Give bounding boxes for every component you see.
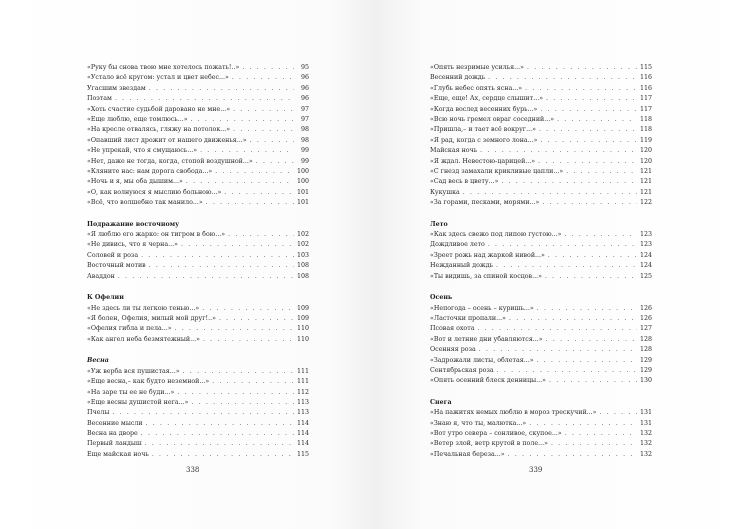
toc-entry-page: 132 — [639, 450, 652, 458]
dot-leader — [203, 335, 294, 345]
toc-entry — [430, 304, 652, 314]
toc-entry-page: 120 — [639, 157, 652, 165]
toc-entry-page: 121 — [639, 188, 652, 196]
toc-entry-title: «Ветер злой, ветр крутой в поле...» — [430, 440, 548, 448]
toc-entry — [87, 146, 309, 156]
toc-entry-page: 128 — [639, 346, 652, 354]
toc-entry-page: 101 — [296, 199, 309, 207]
toc-entry-title: «Я люблю его жарко: он тигром в бою...» — [87, 231, 226, 239]
toc-entry-page: 118 — [639, 126, 652, 134]
toc-entry — [430, 177, 652, 187]
toc-entry — [430, 356, 652, 366]
toc-entry — [430, 84, 652, 94]
toc-entry — [430, 146, 652, 156]
toc-entry-title: «Офелия гибла и пела...» — [87, 325, 172, 333]
dot-leader — [496, 261, 637, 271]
toc-entry-page: 100 — [296, 178, 309, 186]
dot-leader — [480, 146, 637, 156]
toc-entry-page: 111 — [296, 367, 309, 375]
dot-leader — [219, 314, 294, 324]
dot-leader — [488, 240, 637, 250]
toc-entry — [87, 388, 309, 398]
toc-entry-title: «На кресле отвалясь, гляжу на потолок...» — [87, 126, 231, 134]
toc-entry — [430, 261, 652, 271]
toc-entry — [87, 63, 309, 73]
dot-leader — [215, 167, 294, 177]
toc-entry-title: Аваддон — [87, 272, 115, 280]
toc-entry — [87, 198, 309, 208]
toc-entry-title: «Глубь небес опять ясна...» — [430, 84, 523, 92]
toc-entry — [87, 450, 309, 460]
toc-entry-page: 102 — [296, 231, 309, 239]
dot-leader — [542, 198, 637, 208]
toc-entry-page: 131 — [639, 409, 652, 417]
toc-entry-title: «Всю ночь гремел овраг соседний...» — [430, 115, 555, 123]
toc-entry-title: «Пришла,– и тает всё вокруг...» — [430, 126, 536, 134]
toc-entry-page: 109 — [296, 314, 309, 322]
toc-entry — [430, 167, 652, 177]
toc-entry — [430, 439, 652, 449]
dot-leader — [546, 335, 637, 345]
dot-leader — [548, 251, 637, 261]
toc-entry-title: Весна на дворе — [87, 430, 138, 438]
dot-leader — [177, 388, 294, 398]
toc-entry — [430, 240, 652, 250]
toc-entry — [87, 230, 309, 240]
toc-entry-title: Восточный мотив — [87, 262, 146, 270]
toc-entry-page: 103 — [296, 251, 309, 259]
toc-entry-page: 98 — [300, 126, 309, 134]
toc-entry-title: «Еще люблю, еще томлюсь...» — [87, 115, 188, 123]
section-heading: Осень — [430, 294, 453, 302]
dot-leader — [141, 251, 294, 261]
toc-entry-title: «Ночь и я, мы оба дышим...» — [87, 178, 183, 186]
dot-leader — [509, 314, 637, 324]
toc-entry — [87, 398, 309, 408]
toc-entry-page: 114 — [296, 419, 309, 427]
dot-leader — [537, 356, 637, 366]
toc-entry — [87, 105, 309, 115]
dot-leader — [228, 230, 294, 240]
toc-entry — [87, 136, 309, 146]
toc-entry — [87, 324, 309, 334]
toc-entry-title: «На пажитях немых люблю в мороз трескучий...» — [430, 409, 597, 417]
toc-entry-page: 130 — [639, 377, 652, 385]
dot-leader — [149, 261, 294, 271]
toc-entry — [430, 105, 652, 115]
toc-entry-page: 110 — [296, 335, 309, 343]
toc-entry-title: Дождливое лето — [430, 241, 485, 249]
dot-leader — [183, 367, 294, 377]
toc-entry-title: Весенние мысли — [87, 419, 143, 427]
toc-entry-title: «Еще весны душистой нега...» — [87, 398, 189, 406]
toc-entry-title: «Как здесь свежо под липою густою...» — [430, 231, 562, 239]
dot-leader — [539, 125, 637, 135]
toc-entry-title: «Еще, еще! Ах, сердце слышит...» — [430, 95, 544, 103]
toc-entry-page: 109 — [296, 304, 309, 312]
dot-leader — [112, 408, 294, 418]
toc-entry-title: «Не дивись, что я черна...» — [87, 241, 178, 249]
toc-entry-title: Поэтам — [87, 95, 112, 103]
dot-leader — [600, 408, 637, 418]
toc-entry — [87, 304, 309, 314]
toc-entry — [87, 419, 309, 429]
dot-leader — [175, 324, 294, 334]
left-toc-column — [87, 63, 309, 460]
toc-entry — [87, 115, 309, 125]
toc-entry — [87, 177, 309, 187]
dot-leader — [541, 136, 637, 146]
dot-leader — [545, 272, 637, 282]
toc-entry — [430, 198, 652, 208]
dot-leader — [232, 73, 294, 83]
toc-entry-page: 122 — [639, 199, 652, 207]
toc-entry — [430, 230, 652, 240]
toc-entry — [87, 261, 309, 271]
dot-leader — [564, 230, 636, 240]
toc-entry-title: «Уж верба вся пушистая...» — [87, 367, 180, 375]
dot-leader — [191, 115, 294, 125]
dot-leader — [488, 73, 637, 83]
toc-entry-title: «Вот и летние дни убавляются...» — [430, 335, 543, 343]
toc-entry-title: «Я болен, Офелия, милый мой друг!..» — [87, 314, 216, 322]
dot-leader — [200, 146, 294, 156]
dot-leader — [540, 105, 637, 115]
toc-entry-page: 129 — [639, 366, 652, 374]
dot-leader — [566, 167, 637, 177]
toc-entry — [430, 450, 652, 460]
toc-entry-page: 121 — [639, 167, 652, 175]
toc-entry — [87, 439, 309, 449]
dot-leader — [206, 198, 294, 208]
dot-leader — [233, 125, 294, 135]
toc-entry-title: «Печальная береза...» — [430, 450, 505, 458]
toc-entry-page: 100 — [296, 167, 309, 175]
dot-leader — [192, 398, 294, 408]
toc-entry-page: 125 — [639, 272, 652, 280]
toc-entry-page: 126 — [639, 314, 652, 322]
toc-entry-page: 114 — [296, 430, 309, 438]
toc-entry-title: «С гнезд замахали крикливые цапли...» — [430, 167, 564, 175]
toc-entry — [87, 188, 309, 198]
toc-entry — [430, 419, 652, 429]
toc-entry-title: Пчелы — [87, 409, 110, 417]
toc-entry-page: 123 — [639, 241, 652, 249]
dot-leader — [145, 439, 294, 449]
dot-leader — [250, 136, 294, 146]
toc-entry-page: 124 — [639, 251, 652, 259]
toc-entry-title: «За горами, песками, морями...» — [430, 199, 540, 207]
dot-leader — [551, 439, 637, 449]
toc-entry-title: «Ты видишь, за спиной косцов...» — [430, 272, 542, 280]
toc-entry-page: 128 — [639, 335, 652, 343]
section-heading: Лето — [430, 220, 448, 228]
toc-entry — [430, 335, 652, 345]
toc-entry-title: «Знаю я, что ты, малютка...» — [430, 419, 527, 427]
toc-entry-page: 110 — [296, 325, 309, 333]
toc-entry — [87, 377, 309, 387]
toc-entry-page: 95 — [300, 64, 309, 71]
toc-entry — [430, 63, 652, 73]
toc-entry — [87, 157, 309, 167]
toc-entry-page: 118 — [639, 115, 652, 123]
toc-entry-title: Кукушка — [430, 188, 460, 196]
section-heading: Подражание восточному — [87, 220, 180, 228]
toc-entry-page: 120 — [639, 147, 652, 155]
toc-entry-title: «Не упрекай, что я смущаюсь...» — [87, 147, 198, 155]
dot-leader — [141, 429, 294, 439]
toc-entry — [87, 314, 309, 324]
toc-entry-page: 129 — [639, 356, 652, 364]
dot-leader — [118, 272, 294, 282]
toc-entry-title: Сентябрьская роза — [430, 366, 494, 374]
dot-leader — [537, 304, 637, 314]
toc-entry — [87, 73, 309, 83]
toc-entry-page: 132 — [639, 440, 652, 448]
toc-entry-title: Нежданный дождь — [430, 262, 494, 270]
toc-entry-title: Майская ночь — [430, 147, 478, 155]
toc-entry-page: 117 — [639, 105, 652, 113]
toc-entry-page: 112 — [296, 388, 309, 396]
right-page-number: 339 — [529, 466, 543, 474]
toc-entry-page: 132 — [639, 430, 652, 438]
toc-entry — [430, 272, 652, 282]
dot-leader — [224, 188, 294, 198]
toc-entry — [87, 367, 309, 377]
dot-leader — [525, 84, 637, 94]
toc-entry-title: «Нет, даже не тогда, когда, стопой воздушной...» — [87, 157, 253, 165]
toc-entry-page: 108 — [296, 272, 309, 280]
toc-entry-title: «Я рад, когда с земного лона...» — [430, 136, 538, 144]
toc-entry-title: «Как ангел неба безмятежный...» — [87, 335, 200, 343]
toc-entry-page: 97 — [300, 115, 309, 123]
dot-leader — [557, 115, 637, 125]
toc-entry-page: 131 — [639, 419, 652, 427]
toc-entry-title: «Опять незримые усилья...» — [430, 64, 525, 71]
toc-entry — [430, 115, 652, 125]
toc-entry-page: 114 — [296, 440, 309, 448]
dot-leader — [508, 450, 637, 460]
toc-entry-title: «Хоть счастие судьбой даровано не мне...» — [87, 105, 231, 113]
dot-leader — [186, 177, 294, 187]
dot-leader — [212, 377, 294, 387]
dot-leader — [527, 63, 637, 73]
toc-entry-page: 108 — [296, 262, 309, 270]
toc-entry-page: 96 — [300, 84, 309, 92]
dot-leader — [546, 94, 637, 104]
toc-entry-title: «На заре ты ее не буди...» — [87, 388, 175, 396]
toc-entry-page: 99 — [300, 157, 309, 165]
section-heading: Весна — [87, 357, 109, 365]
toc-entry-title: «Устало всё кругом: устал и цвет небес...» — [87, 74, 229, 82]
toc-entry — [430, 73, 652, 83]
toc-entry — [87, 408, 309, 418]
dot-leader — [479, 345, 637, 355]
toc-entry-title: «Вот утро севера – сонливое, скупое...» — [430, 430, 562, 438]
toc-entry-title: Еще майская ночь — [87, 450, 149, 458]
toc-entry — [430, 408, 652, 418]
toc-entry-title: Осенняя роза — [430, 346, 476, 354]
toc-entry — [87, 240, 309, 250]
toc-entry-page: 97 — [300, 105, 309, 113]
toc-entry — [430, 429, 652, 439]
toc-entry-title: «Зреет рожь над жаркой нивой...» — [430, 251, 545, 259]
toc-entry — [430, 324, 652, 334]
section-heading: Снега — [430, 398, 452, 406]
toc-entry-page: 127 — [639, 325, 652, 333]
toc-entry-title: Первый ландыш — [87, 440, 142, 448]
dot-leader — [463, 188, 637, 198]
left-page-number: 338 — [186, 466, 200, 474]
toc-entry — [430, 157, 652, 167]
toc-entry-page: 119 — [639, 136, 652, 144]
dot-leader — [477, 324, 637, 334]
toc-entry-page: 117 — [639, 95, 652, 103]
toc-entry-title: «Ласточки пропали...» — [430, 314, 506, 322]
toc-entry-title: Псовая охота — [430, 325, 475, 333]
toc-entry — [87, 335, 309, 345]
toc-entry-page: 102 — [296, 241, 309, 249]
dot-leader — [242, 63, 294, 73]
toc-entry-title: «Опавший лист дрожит от нашего движенья...» — [87, 136, 247, 144]
toc-entry-title: «Кляните нас: нам дорога свобода...» — [87, 167, 213, 175]
toc-entry — [87, 167, 309, 177]
toc-entry-title: Весенний дождь — [430, 74, 486, 82]
toc-entry-title: «Опять осенний блеск денницы...» — [430, 377, 547, 385]
toc-entry-page: 99 — [300, 147, 309, 155]
toc-entry-title: «Я ждал. Невестою-царицей...» — [430, 157, 536, 165]
toc-entry — [87, 429, 309, 439]
toc-entry-title: «Непогода – осень – куришь...» — [430, 304, 534, 312]
toc-entry-page: 116 — [639, 84, 652, 92]
toc-entry-title: «Когда вослед весенних бурь...» — [430, 105, 538, 113]
toc-entry — [87, 272, 309, 282]
toc-entry-title: «Еще весна,– как будто неземной...» — [87, 378, 210, 386]
dot-leader — [565, 429, 637, 439]
toc-entry-title: «Руку бы снова твою мне хотелось пожать!..» — [87, 64, 240, 71]
toc-entry — [430, 188, 652, 198]
toc-entry-title: «О, как волнуюся я мыслию больною...» — [87, 188, 222, 196]
toc-entry — [430, 136, 652, 146]
toc-entry — [87, 125, 309, 135]
toc-entry-page: 126 — [639, 304, 652, 312]
dot-leader — [233, 105, 294, 115]
toc-entry-page: 98 — [300, 136, 309, 144]
dot-leader — [529, 419, 637, 429]
toc-entry — [430, 366, 652, 376]
dot-leader — [549, 376, 637, 386]
toc-entry-page: 116 — [639, 74, 652, 82]
toc-entry-page: 101 — [296, 188, 309, 196]
toc-entry-title: Угасшим звездам — [87, 84, 146, 92]
dot-leader — [202, 304, 294, 314]
toc-entry-title: Соловей и роза — [87, 251, 139, 259]
dot-leader — [497, 366, 637, 376]
dot-leader — [149, 84, 294, 94]
toc-entry — [430, 376, 652, 386]
toc-entry-title: «Сад весь в цвету...» — [430, 178, 499, 186]
dot-leader — [146, 419, 294, 429]
dot-leader — [115, 94, 294, 104]
dot-leader — [181, 240, 294, 250]
toc-entry — [430, 125, 652, 135]
toc-entry-page: 96 — [300, 74, 309, 82]
dot-leader — [256, 157, 294, 167]
toc-entry-title: «Задрожали листы, облетая...» — [430, 356, 534, 364]
dot-leader — [152, 450, 294, 460]
toc-entry-page: 115 — [296, 450, 309, 458]
dot-leader — [501, 177, 637, 187]
toc-entry-page: 111 — [296, 378, 309, 386]
toc-entry-page: 115 — [639, 64, 652, 71]
toc-entry-page: 124 — [639, 262, 652, 270]
toc-entry-page: 123 — [639, 231, 652, 239]
toc-entry-title: «Всё, что волшебно так манило...» — [87, 199, 203, 207]
toc-entry-page: 121 — [639, 178, 652, 186]
toc-entry-page: 113 — [296, 409, 309, 417]
toc-entry-title: «Не здесь ли ты легкою тенью...» — [87, 304, 200, 312]
section-heading: К Офелии — [87, 294, 124, 302]
toc-entry — [430, 251, 652, 261]
toc-entry — [87, 84, 309, 94]
dot-leader — [538, 157, 637, 167]
toc-entry-page: 96 — [300, 95, 309, 103]
toc-entry — [430, 314, 652, 324]
toc-entry — [430, 345, 652, 355]
toc-entry — [87, 94, 309, 104]
toc-entry-page: 113 — [296, 398, 309, 406]
right-page — [375, 0, 750, 529]
toc-entry — [87, 251, 309, 261]
toc-entry — [430, 94, 652, 104]
right-toc-column — [430, 63, 652, 460]
